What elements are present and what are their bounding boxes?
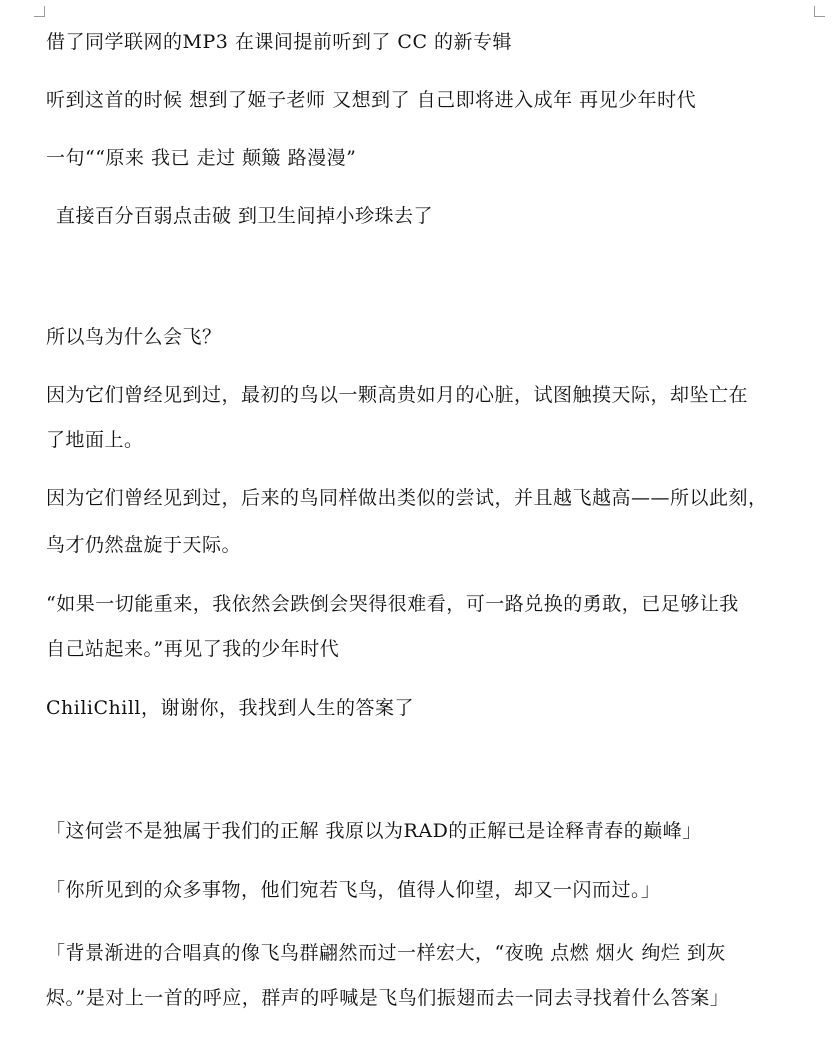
bracket-line-3: 「背景渐进的合唱真的像飞鸟群翩然而过一样宏大，“夜晚 点燃 烟火 绚烂 到灰 bbox=[46, 942, 726, 964]
paragraph-line-1: 借了同学联网的MP3 在课间提前听到了 CC 的新专辑 bbox=[46, 31, 513, 53]
bracket-line-1: 「这何尝不是独属于我们的正解 我原以为RAD的正解已是诠释青春的巅峰」 bbox=[46, 820, 702, 842]
margin-corner-mark-right bbox=[814, 6, 825, 17]
question-heading: 所以鸟为什么会飞？ bbox=[46, 326, 222, 348]
quote-line-2: 自己站起来。”再见了我的少年时代 bbox=[46, 638, 340, 660]
paragraph-line-7: 了地面上。 bbox=[46, 429, 144, 451]
bracket-line-2: 「你所见到的众多事物，他们宛若飞鸟，值得人仰望，却又一闪而过。」 bbox=[46, 879, 661, 901]
paragraph-line-4: 直接百分百弱点击破 到卫生间掉小珍珠去了 bbox=[56, 205, 434, 227]
thanks-line: ChiliChill，谢谢你，我找到人生的答案了 bbox=[46, 697, 415, 719]
margin-corner-mark-left bbox=[34, 6, 45, 17]
paragraph-line-2: 听到这首的时候 想到了姬子老师 又想到了 自己即将进入成年 再见少年时代 bbox=[46, 89, 697, 111]
paragraph-line-3: 一句““原来 我已 走过 颠簸 路漫漫” bbox=[46, 147, 357, 169]
paragraph-line-8: 因为它们曾经见到过，后来的鸟同样做出类似的尝试，并且越飞越高——所以此刻， bbox=[46, 487, 768, 509]
quote-line-1: “如果一切能重来，我依然会跌倒会哭得很难看，可一路兑换的勇敢，已足够让我 bbox=[46, 593, 739, 615]
bracket-line-4: 烬。”是对上一首的呼应，群声的呼喊是飞鸟们振翅而去一同去寻找着什么答案」 bbox=[46, 987, 730, 1009]
paragraph-line-6: 因为它们曾经见到过，最初的鸟以一颗高贵如月的心脏，试图触摸天际，却坠亡在 bbox=[46, 384, 749, 406]
paragraph-line-9: 鸟才仍然盘旋于天际。 bbox=[46, 534, 242, 556]
